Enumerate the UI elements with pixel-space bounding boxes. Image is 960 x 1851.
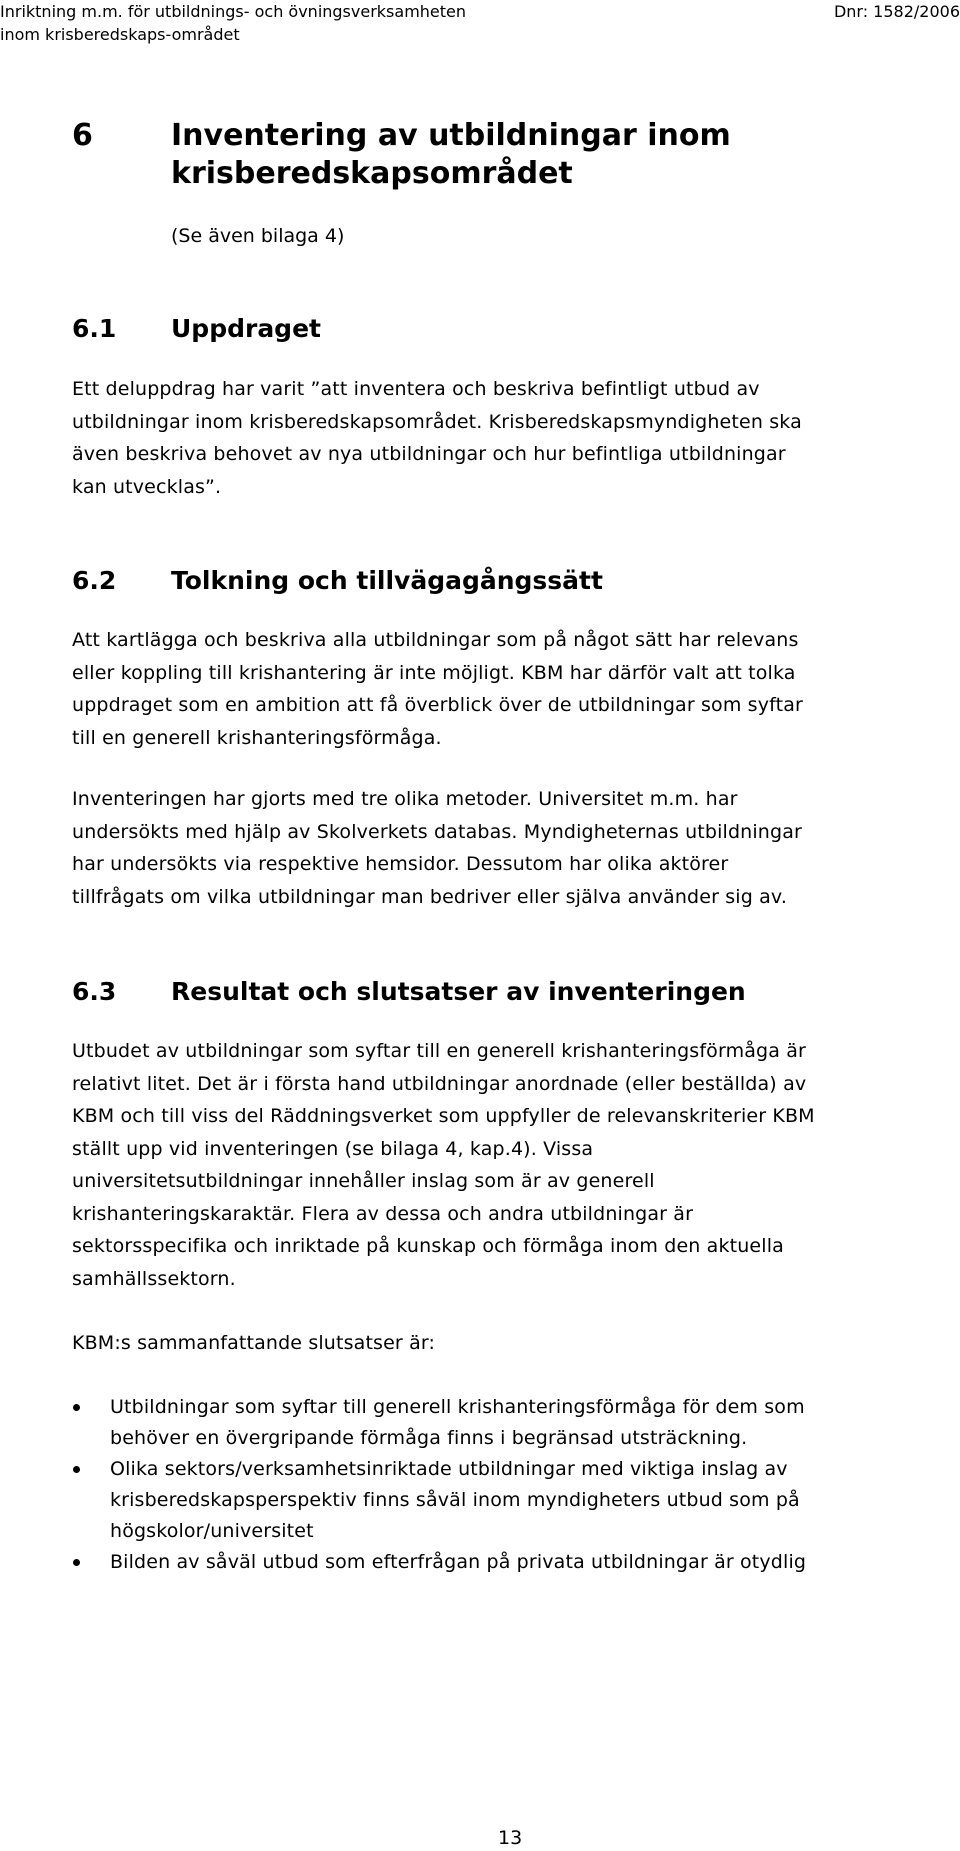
- paragraph-line: uppdraget som en ambition att få överblick över de utbildningar som syftar: [72, 694, 803, 716]
- header-title-line-2: inom krisberedskaps-området: [0, 25, 240, 44]
- paragraph-line: till en generell krishanteringsförmåga.: [72, 726, 442, 749]
- paragraph-line: Ett deluppdrag har varit ”att inventera och beskriva befintligt utbud av: [72, 378, 760, 400]
- section-6-title-line-1: Inventering av utbildningar inom: [171, 118, 731, 153]
- header-left: [0, 0, 466, 46]
- paragraph-line: relativt litet. Det är i första hand utbildningar anordnade (eller beställda) av: [72, 1072, 807, 1095]
- paragraph-line: Utbudet av utbildningar som syftar till en generell krishanteringsförmåga är: [72, 1040, 806, 1062]
- section-6-2-paragraph-1: [72, 624, 932, 754]
- list-item-line: krisberedskapsperspektiv finns såväl inom myndigheters utbud som på: [110, 1489, 800, 1511]
- bullet-dot-icon: [73, 1559, 80, 1566]
- header-document-number: Dnr: 1582/2006: [833, 2, 960, 21]
- paragraph-line: utbildningar inom krisberedskapsområdet. Krisberedskapsmyndigheten ska: [72, 410, 802, 433]
- list-item-line: Bilden av såväl utbud som efterfrågan på privata utbildningar är otydlig: [110, 1551, 807, 1573]
- header-title-line-1: Inriktning m.m. för utbildnings- och övningsverksamheten: [0, 2, 467, 21]
- section-6-1-number: 6.1: [72, 314, 117, 343]
- paragraph-line: sektorsspecifika och inriktade på kunskap och förmåga inom den aktuella: [72, 1235, 784, 1257]
- list-item-line: Olika sektors/verksamhetsinriktade utbildningar med viktiga inslag av: [110, 1458, 788, 1480]
- paragraph-line: kan utvecklas”.: [72, 475, 222, 498]
- section-6-2-paragraph-2: [72, 783, 932, 913]
- conclusions-bullet-list: [72, 1392, 932, 1578]
- paragraph-line: Att kartlägga och beskriva alla utbildningar som på något sätt har relevans: [72, 629, 799, 651]
- paragraph-line: har undersökts via respektive hemsidor. Dessutom har olika aktörer: [72, 853, 729, 875]
- paragraph-line: tillfrågats om vilka utbildningar man bedriver eller själva använder sig av.: [72, 885, 788, 908]
- paragraph-line: samhällssektorn.: [72, 1267, 236, 1290]
- conclusions-intro: [72, 1327, 932, 1360]
- conclusions-intro-text: KBM:s sammanfattande slutsatser är:: [72, 1332, 436, 1354]
- see-also-reference: (Se även bilaga 4): [171, 225, 345, 247]
- paragraph-line: undersökts med hjälp av Skolverkets databas. Myndigheternas utbildningar: [72, 820, 802, 843]
- paragraph-line: eller koppling till krishantering är inte möjligt. KBM har därför valt att tolka: [72, 661, 796, 684]
- section-6-3-number: 6.3: [72, 977, 117, 1006]
- list-item-line: Utbildningar som syftar till generell krishanteringsförmåga för dem som: [110, 1396, 805, 1418]
- paragraph-line: KBM och till viss del Räddningsverket som uppfyller de relevanskriterier KBM: [72, 1105, 815, 1127]
- section-6-1-title: Uppdraget: [171, 314, 321, 343]
- paragraph-line: ställt upp vid inventeringen (se bilaga 4, kap.4). Vissa: [72, 1137, 594, 1160]
- list-item-line: högskolor/universitet: [110, 1520, 314, 1542]
- paragraph-line: krishanteringskaraktär. Flera av dessa och andra utbildningar är: [72, 1202, 694, 1225]
- section-6-1-paragraph: [72, 373, 932, 503]
- section-6-2-title: Tolkning och tillvägagångssätt: [171, 566, 603, 595]
- section-6-3-title: Resultat och slutsatser av inventeringen: [171, 977, 746, 1006]
- section-6-3-paragraph: [72, 1035, 932, 1295]
- running-header: [0, 0, 960, 46]
- paragraph-line: universitetsutbildningar innehåller inslag som är av generell: [72, 1170, 655, 1192]
- list-item: [72, 1392, 932, 1454]
- page-number: 13: [498, 1827, 523, 1849]
- section-6-title: [171, 117, 871, 193]
- section-6-title-line-2: krisberedskapsområdet: [171, 156, 573, 191]
- section-6-number: 6: [72, 118, 93, 153]
- bullet-dot-icon: [73, 1404, 80, 1411]
- list-item: [72, 1454, 932, 1547]
- bullet-dot-icon: [73, 1466, 80, 1473]
- list-item: [72, 1547, 932, 1578]
- section-6-2-number: 6.2: [72, 566, 117, 595]
- paragraph-line: även beskriva behovet av nya utbildningar och hur befintliga utbildningar: [72, 443, 786, 465]
- list-item-line: behöver en övergripande förmåga finns i begränsad utsträckning.: [110, 1427, 748, 1449]
- paragraph-line: Inventeringen har gjorts med tre olika metoder. Universitet m.m. har: [72, 788, 738, 810]
